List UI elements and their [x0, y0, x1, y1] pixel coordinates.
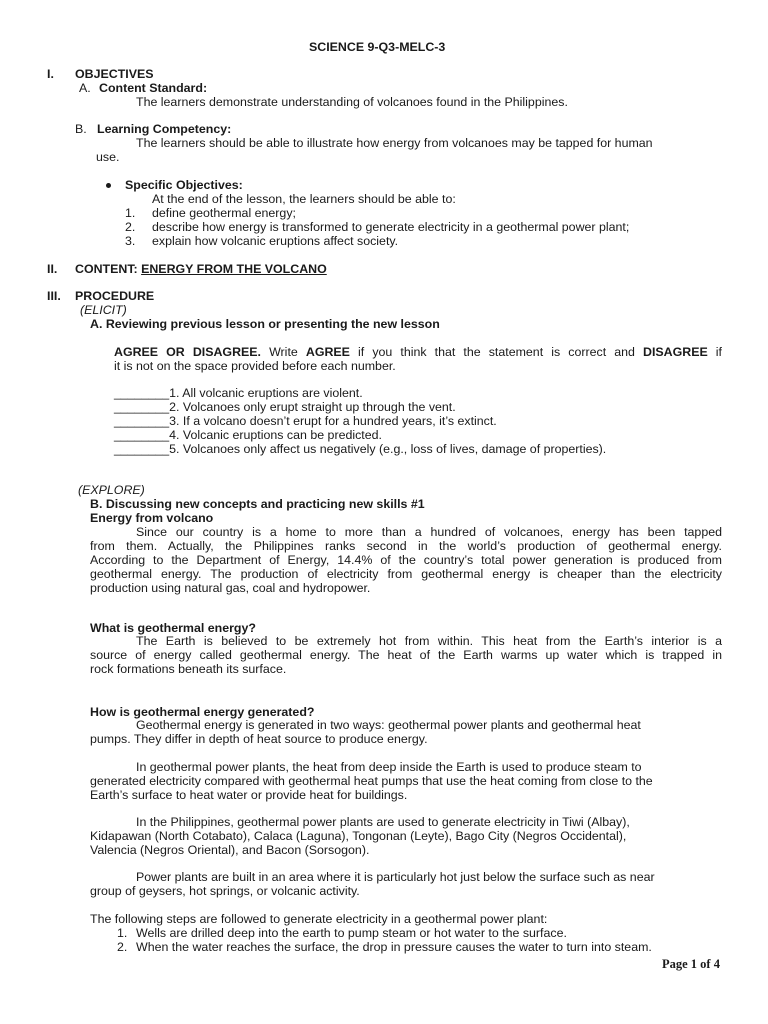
list-number: 2. — [117, 940, 128, 954]
list-item: Wells are drilled deep into the earth to pump steam or hot water to the surface. — [136, 926, 567, 940]
subsection-letter: B. — [75, 122, 87, 136]
paragraph-line: pumps. They differ in depth of heat source to produce energy. — [90, 732, 428, 746]
statement-item: ________3. If a volcano doesn’t erupt for a hundred years, it’s extinct. — [114, 414, 497, 428]
subsection-heading: How is geothermal energy generated? — [90, 705, 315, 719]
subsection-heading: Learning Competency: — [97, 122, 232, 136]
list-item: describe how energy is transformed to generate electricity in a geothermal power plant; — [152, 220, 630, 234]
page-number: Page 1 of 4 — [662, 957, 720, 971]
instruction-text — [114, 345, 722, 359]
subsection-heading: Content Standard: — [99, 81, 208, 95]
statement-item: ________1. All volcanic eruptions are violent. — [114, 386, 363, 400]
instruction-bold: DISAGREE — [643, 345, 708, 359]
subsection-heading: What is geothermal energy? — [90, 621, 256, 635]
subsection-letter: A. — [79, 81, 91, 95]
paragraph-line: The following steps are followed to generate electricity in a geothermal power plant: — [90, 912, 548, 926]
paragraph-line: The Earth is believed to be extremely hot from within. This heat from the Earth’s interior is a — [136, 634, 722, 648]
paragraph-line: geothermal energy. The production of electricity from geothermal energy is cheaper than the electricity — [90, 567, 722, 581]
statement-item: ________2. Volcanoes only erupt straight up through the vent. — [114, 400, 456, 414]
instruction-bold: AGREE OR DISAGREE. — [114, 345, 261, 359]
paragraph-line: Valencia (Negros Oriental), and Bacon (Sorsogon). — [90, 843, 370, 857]
section-heading: OBJECTIVES — [75, 67, 154, 81]
paragraph-line: Earth’s surface to heat water or provide heat for buildings. — [90, 788, 408, 802]
paragraph-line: Since our country is a home to more than a hundred of volcanoes, energy has been tapped — [136, 525, 722, 539]
statement-item: ________4. Volcanic eruptions can be predicted. — [114, 428, 382, 442]
list-number: 3. — [125, 234, 136, 248]
paragraph-line: group of geysers, hot springs, or volcanic activity. — [90, 884, 360, 898]
body-text: use. — [96, 150, 120, 164]
paragraph-line: Geothermal energy is generated in two ways: geothermal power plants and geothermal heat — [136, 718, 641, 732]
list-number: 2. — [125, 220, 136, 234]
paragraph-line: source of energy called geothermal energy. The heat of the Earth warms up water which is trapped in — [90, 648, 722, 662]
list-number: 1. — [117, 926, 128, 940]
list-item: When the water reaches the surface, the drop in pressure causes the water to turn into steam. — [136, 940, 652, 954]
paragraph-line: production using natural gas, coal and hydropower. — [90, 581, 371, 595]
paragraph-line: Kidapawan (North Cotabato), Calaca (Laguna), Tongonan (Leyte), Bago City (Negros Occidental), — [90, 829, 627, 843]
paragraph-line: from them. Actually, the Philippines ranks second in the world’s production of geothermal energy. — [90, 539, 722, 553]
instruction-part: if you think that the statement is correct and — [349, 345, 643, 359]
bullet-icon — [106, 183, 111, 188]
section-number: I. — [47, 67, 54, 81]
subsection-heading: A. Reviewing previous lesson or presenting the new lesson — [90, 317, 440, 331]
paragraph-line: In geothermal power plants, the heat from deep inside the Earth is used to produce steam to — [136, 760, 642, 774]
body-text: The learners should be able to illustrate how energy from volcanoes may be tapped for human — [136, 136, 653, 150]
content-label: CONTENT: — [75, 262, 142, 276]
paragraph-line: generated electricity compared with geothermal heat pumps that use the heat coming from close to the — [90, 774, 653, 788]
subsection-heading: Energy from volcano — [90, 511, 214, 525]
list-item: explain how volcanic eruptions affect society. — [152, 234, 399, 248]
phase-label: (ELICIT) — [80, 303, 127, 317]
content-topic: ENERGY FROM THE VOLCANO — [141, 262, 327, 276]
paragraph-line: rock formations beneath its surface. — [90, 662, 287, 676]
paragraph-line: In the Philippines, geothermal power plants are used to generate electricity in Tiwi (Albay), — [136, 815, 630, 829]
paragraph-line: Power plants are built in an area where it is particularly hot just below the surface such as near — [136, 870, 655, 884]
statement-item: ________5. Volcanoes only affect us negatively (e.g., loss of lives, damage of properties). — [114, 442, 607, 456]
section-number: II. — [47, 262, 58, 276]
section-heading — [75, 262, 327, 276]
instruction-part: if — [707, 345, 723, 359]
instruction-part: Write — [261, 345, 306, 359]
subsection-heading: Specific Objectives: — [125, 178, 243, 192]
body-text: The learners demonstrate understanding of volcanoes found in the Philippines. — [136, 95, 568, 109]
instruction-bold: AGREE — [305, 345, 350, 359]
section-number: III. — [47, 289, 61, 303]
phase-label: (EXPLORE) — [78, 483, 145, 497]
body-text: At the end of the lesson, the learners should be able to: — [152, 192, 456, 206]
instruction-text: it is not on the space provided before each number. — [114, 359, 396, 373]
section-heading: PROCEDURE — [75, 289, 155, 303]
list-number: 1. — [125, 206, 136, 220]
subsection-heading: B. Discussing new concepts and practicing new skills #1 — [90, 497, 425, 511]
list-item: define geothermal energy; — [152, 206, 296, 220]
paragraph-line: According to the Department of Energy, 14.4% of the country’s total power generation is produced from — [90, 553, 722, 567]
document-title: SCIENCE 9-Q3-MELC-3 — [309, 40, 446, 54]
